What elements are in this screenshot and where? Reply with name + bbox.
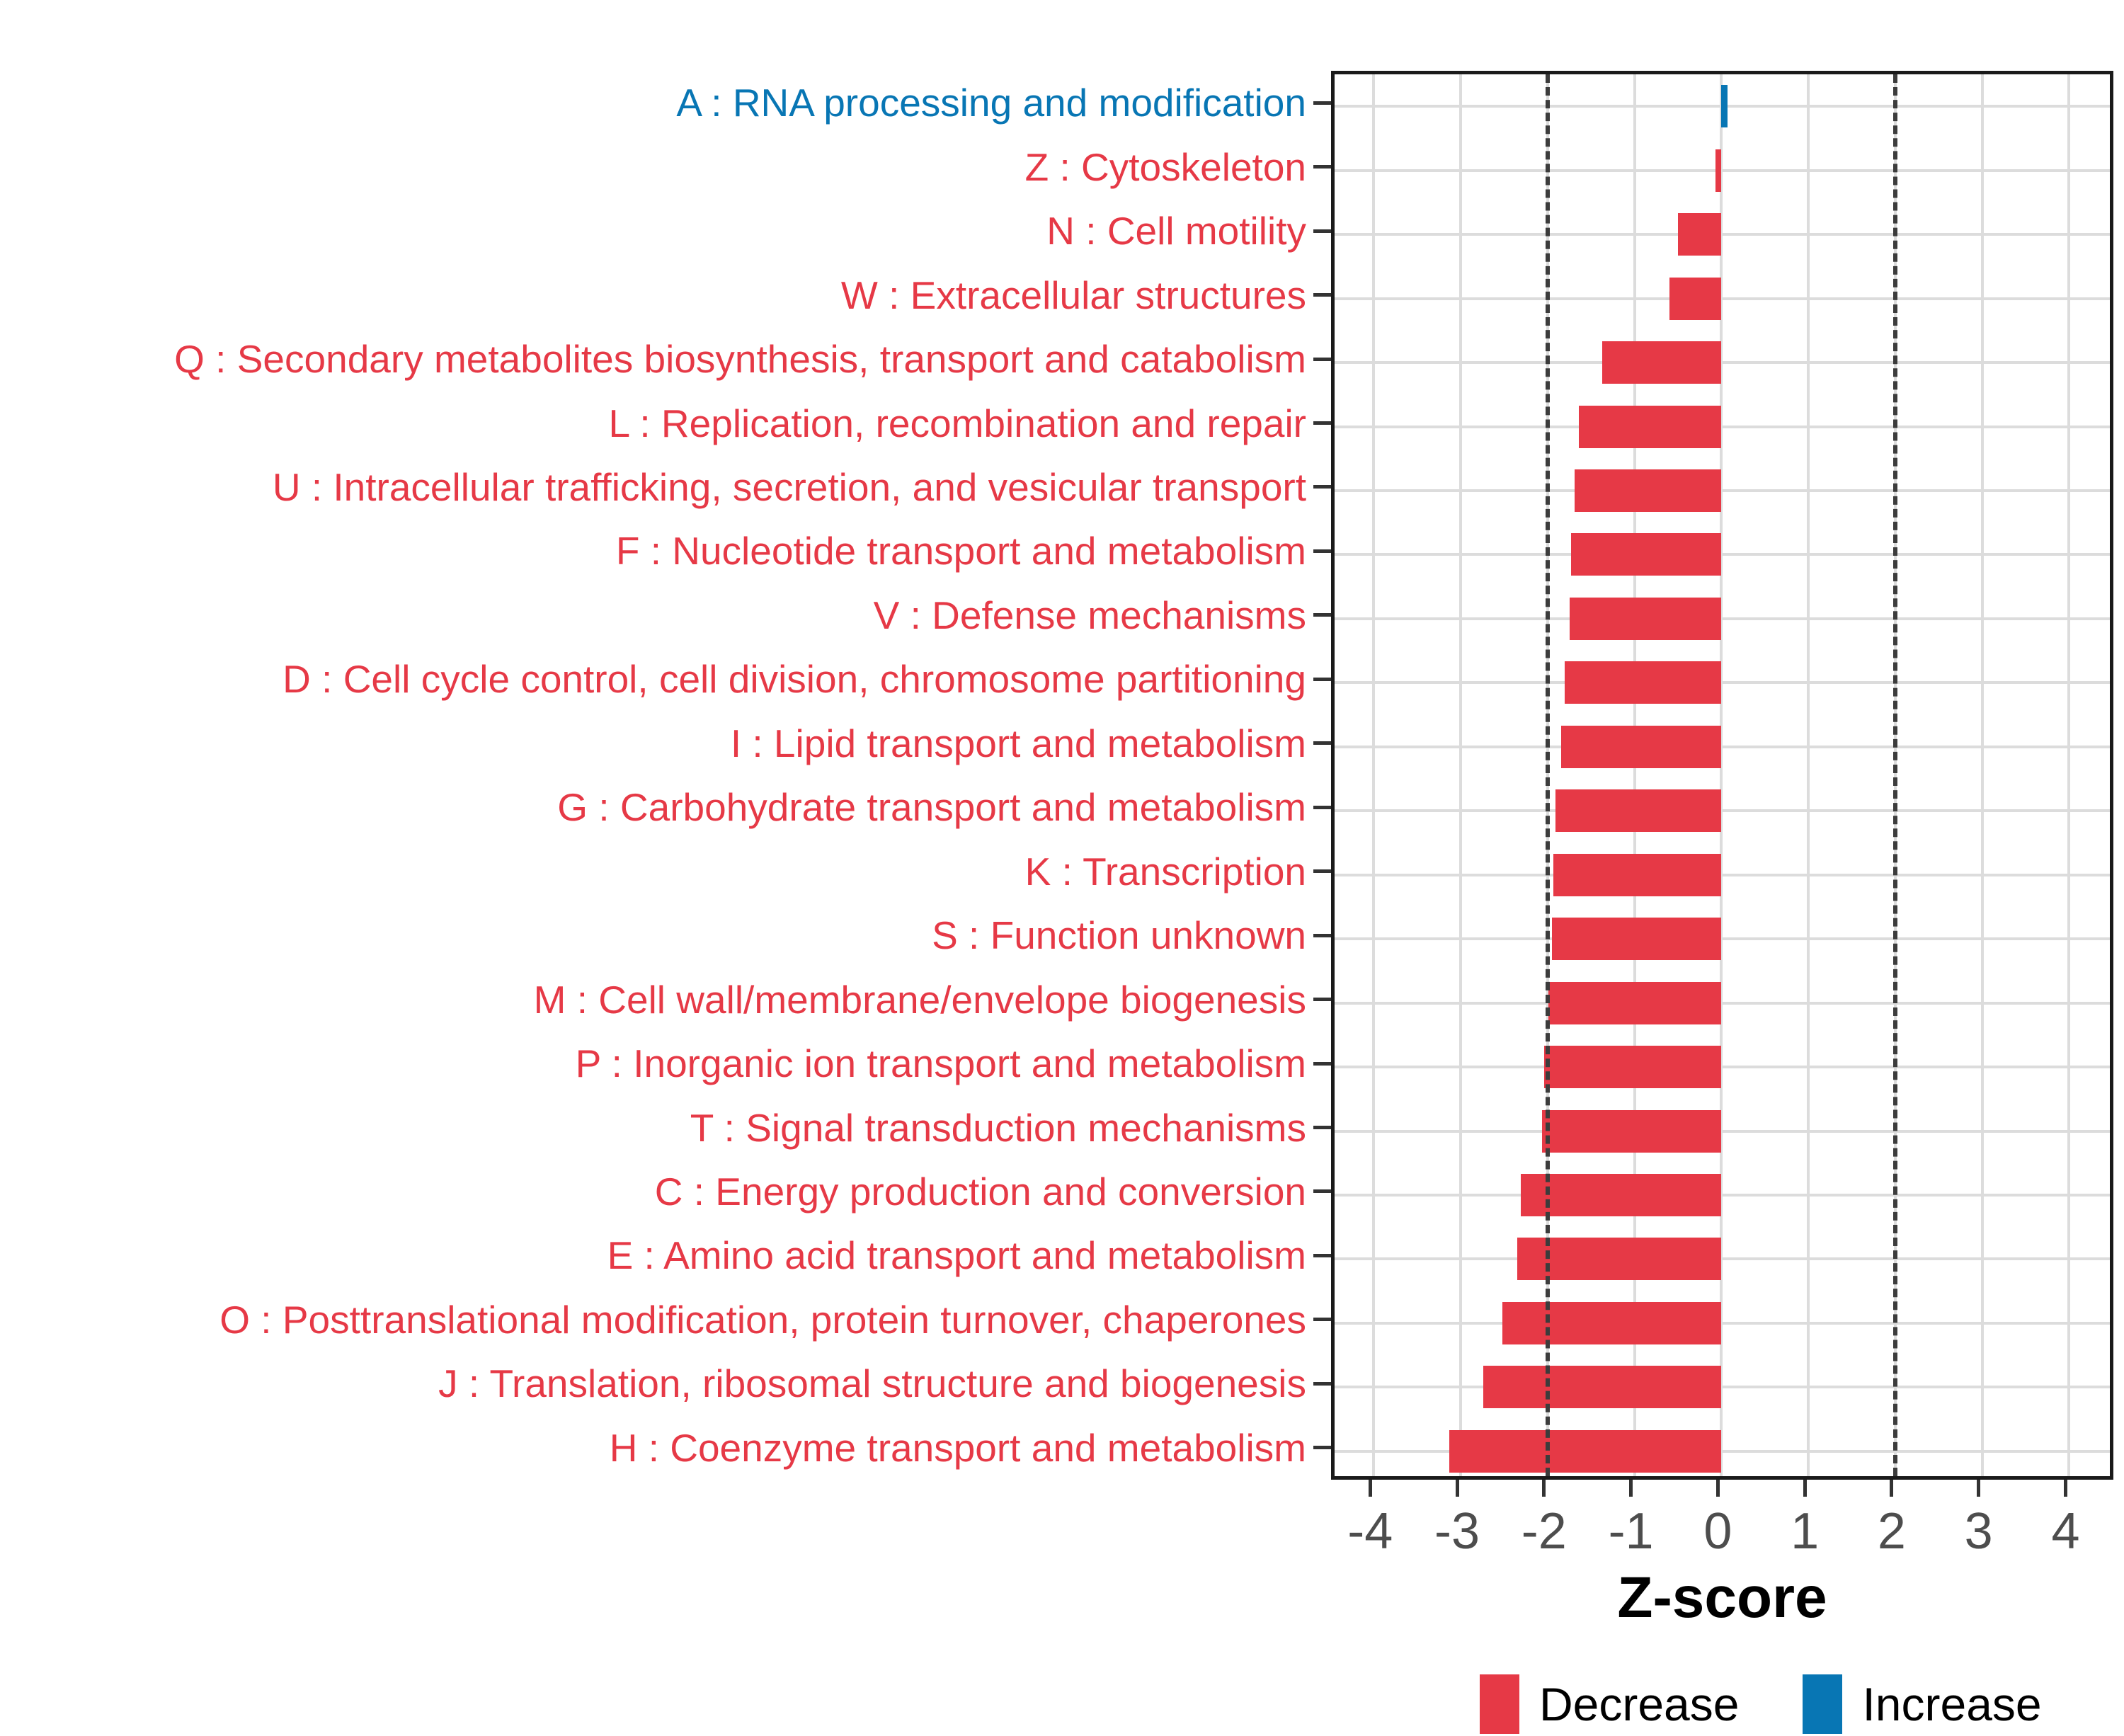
y-axis-label-G: G : Carbohydrate transport and metabolism (557, 785, 1306, 830)
gridline-y-K (1335, 874, 2110, 876)
gridline-y-N (1335, 233, 2110, 236)
y-axis-label-J: J : Translation, ribosomal structure and biogenesis (438, 1361, 1306, 1406)
y-tick-Z (1313, 165, 1331, 169)
x-tick-3 (1977, 1480, 1980, 1497)
x-tick-4 (2064, 1480, 2067, 1497)
increase-swatch-icon (1803, 1674, 1842, 1734)
y-axis-label-S: S : Function unknown (932, 913, 1306, 958)
bar-O (1502, 1302, 1721, 1344)
bar-H (1449, 1430, 1721, 1473)
legend-label-decrease: Decrease (1539, 1678, 1740, 1730)
bar-N (1678, 213, 1721, 256)
legend-item-decrease (1480, 1674, 1739, 1734)
y-axis-label-I: I : Lipid transport and metabolism (730, 721, 1306, 765)
gridline-y-O (1335, 1322, 2110, 1325)
y-tick-Q (1313, 358, 1331, 361)
legend-item-increase (1803, 1674, 2041, 1734)
y-tick-S (1313, 934, 1331, 937)
plot-panel (1331, 71, 2113, 1480)
gridline-x-4 (2067, 74, 2070, 1476)
gridline-y-U (1335, 489, 2110, 492)
x-tick--1 (1629, 1480, 1633, 1497)
bar-U (1575, 469, 1721, 512)
bar-I (1561, 726, 1721, 768)
y-axis-label-O: O : Posttranslational modification, protein turnover, chaperones (219, 1297, 1306, 1342)
x-axis-title: Z-score (1617, 1565, 1827, 1630)
gridline-y-W (1335, 297, 2110, 300)
y-tick-P (1313, 1062, 1331, 1066)
y-tick-T (1313, 1126, 1331, 1129)
gridline-y-P (1335, 1066, 2110, 1068)
y-axis-label-L: L : Replication, recombination and repair (608, 401, 1306, 445)
y-tick-L (1313, 421, 1331, 425)
gridline-y-Q (1335, 361, 2110, 364)
gridline-y-M (1335, 1002, 2110, 1005)
y-tick-J (1313, 1382, 1331, 1386)
bar-V (1570, 598, 1722, 640)
y-axis-label-T: T : Signal transduction mechanisms (690, 1105, 1306, 1150)
bar-A (1721, 85, 1728, 127)
bar-C (1521, 1174, 1722, 1216)
y-axis-label-Z: Z : Cytoskeleton (1024, 144, 1306, 189)
legend (1480, 1672, 2042, 1736)
y-axis-label-W: W : Extracellular structures (840, 273, 1306, 317)
y-tick-V (1313, 613, 1331, 617)
y-axis-label-E: E : Amino acid transport and metabolism (607, 1233, 1306, 1278)
y-axis-label-H: H : Coenzyme transport and metabolism (609, 1425, 1306, 1470)
y-tick-N (1313, 229, 1331, 233)
bar-M (1548, 982, 1721, 1024)
gridline-y-D (1335, 681, 2110, 684)
x-tick--2 (1542, 1480, 1546, 1497)
gridline-y-E (1335, 1257, 2110, 1260)
gridline-x-3 (1981, 74, 1984, 1476)
reference-line-2 (1893, 74, 1897, 1476)
gridline-y-S (1335, 937, 2110, 940)
x-tick-label--1: -1 (1608, 1503, 1654, 1560)
bar-F (1571, 533, 1721, 576)
x-tick-1 (1803, 1480, 1807, 1497)
bar-T (1542, 1110, 1721, 1153)
y-tick-A (1313, 101, 1331, 105)
y-axis-label-U: U : Intracellular trafficking, secretion, and vesicular transport (272, 464, 1306, 509)
x-tick-label-0: 0 (1703, 1503, 1732, 1560)
y-axis-label-P: P : Inorganic ion transport and metabolism (575, 1041, 1306, 1086)
gridline-y-I (1335, 746, 2110, 748)
x-tick-label--2: -2 (1521, 1503, 1567, 1560)
legend-label-increase: Increase (1862, 1678, 2042, 1730)
gridline-y-F (1335, 553, 2110, 556)
gridline-y-V (1335, 617, 2110, 620)
x-tick--4 (1369, 1480, 1372, 1497)
gridline-x-1 (1807, 74, 1810, 1476)
y-axis-label-C: C : Energy production and conversion (654, 1169, 1306, 1214)
x-tick--3 (1456, 1480, 1459, 1497)
x-tick-0 (1716, 1480, 1720, 1497)
y-tick-I (1313, 741, 1331, 745)
y-tick-C (1313, 1189, 1331, 1193)
gridline-y-G (1335, 809, 2110, 812)
y-tick-D (1313, 678, 1331, 681)
y-tick-E (1313, 1254, 1331, 1257)
y-tick-H (1313, 1446, 1331, 1449)
x-tick-label--4: -4 (1347, 1503, 1393, 1560)
bar-Z (1715, 149, 1722, 192)
x-tick-label-1: 1 (1791, 1503, 1820, 1560)
reference-line--2 (1546, 74, 1550, 1476)
bar-L (1579, 406, 1721, 448)
y-axis-label-A: A : RNA processing and modification (676, 81, 1306, 125)
gridline-y-L (1335, 426, 2110, 428)
bar-K (1553, 854, 1721, 896)
x-tick-label-2: 2 (1877, 1503, 1906, 1560)
bar-J (1483, 1366, 1721, 1408)
y-tick-W (1313, 293, 1331, 297)
gridline-y-C (1335, 1194, 2110, 1197)
y-tick-O (1313, 1318, 1331, 1321)
x-tick-label-4: 4 (2051, 1503, 2080, 1560)
gridline-y-T (1335, 1130, 2110, 1133)
gridline-y-Z (1335, 169, 2110, 172)
bar-D (1565, 661, 1721, 704)
gridline-x--3 (1459, 74, 1462, 1476)
y-axis-label-K: K : Transcription (1024, 849, 1306, 893)
y-axis-label-D: D : Cell cycle control, cell division, chromosome partitioning (282, 657, 1306, 702)
gridline-x--4 (1372, 74, 1375, 1476)
x-tick-2 (1890, 1480, 1893, 1497)
x-tick-label-3: 3 (1964, 1503, 1993, 1560)
y-tick-M (1313, 998, 1331, 1001)
y-tick-K (1313, 869, 1331, 873)
gridline-y-J (1335, 1386, 2110, 1388)
y-axis-label-F: F : Nucleotide transport and metabolism (615, 529, 1306, 573)
bar-S (1552, 918, 1721, 960)
y-axis-label-M: M : Cell wall/membrane/envelope biogenesis (533, 977, 1306, 1022)
decrease-swatch-icon (1480, 1674, 1519, 1734)
bar-W (1669, 278, 1722, 320)
bar-Q (1602, 341, 1721, 384)
y-tick-F (1313, 549, 1331, 553)
x-tick-label--3: -3 (1434, 1503, 1480, 1560)
y-axis-label-Q: Q : Secondary metabolites biosynthesis, transport and catabolism (174, 337, 1306, 382)
y-tick-U (1313, 485, 1331, 489)
y-axis-label-N: N : Cell motility (1046, 209, 1306, 253)
bar-G (1555, 789, 1722, 832)
bar-P (1544, 1046, 1721, 1088)
y-axis-label-V: V : Defense mechanisms (873, 593, 1306, 637)
y-tick-G (1313, 806, 1331, 809)
